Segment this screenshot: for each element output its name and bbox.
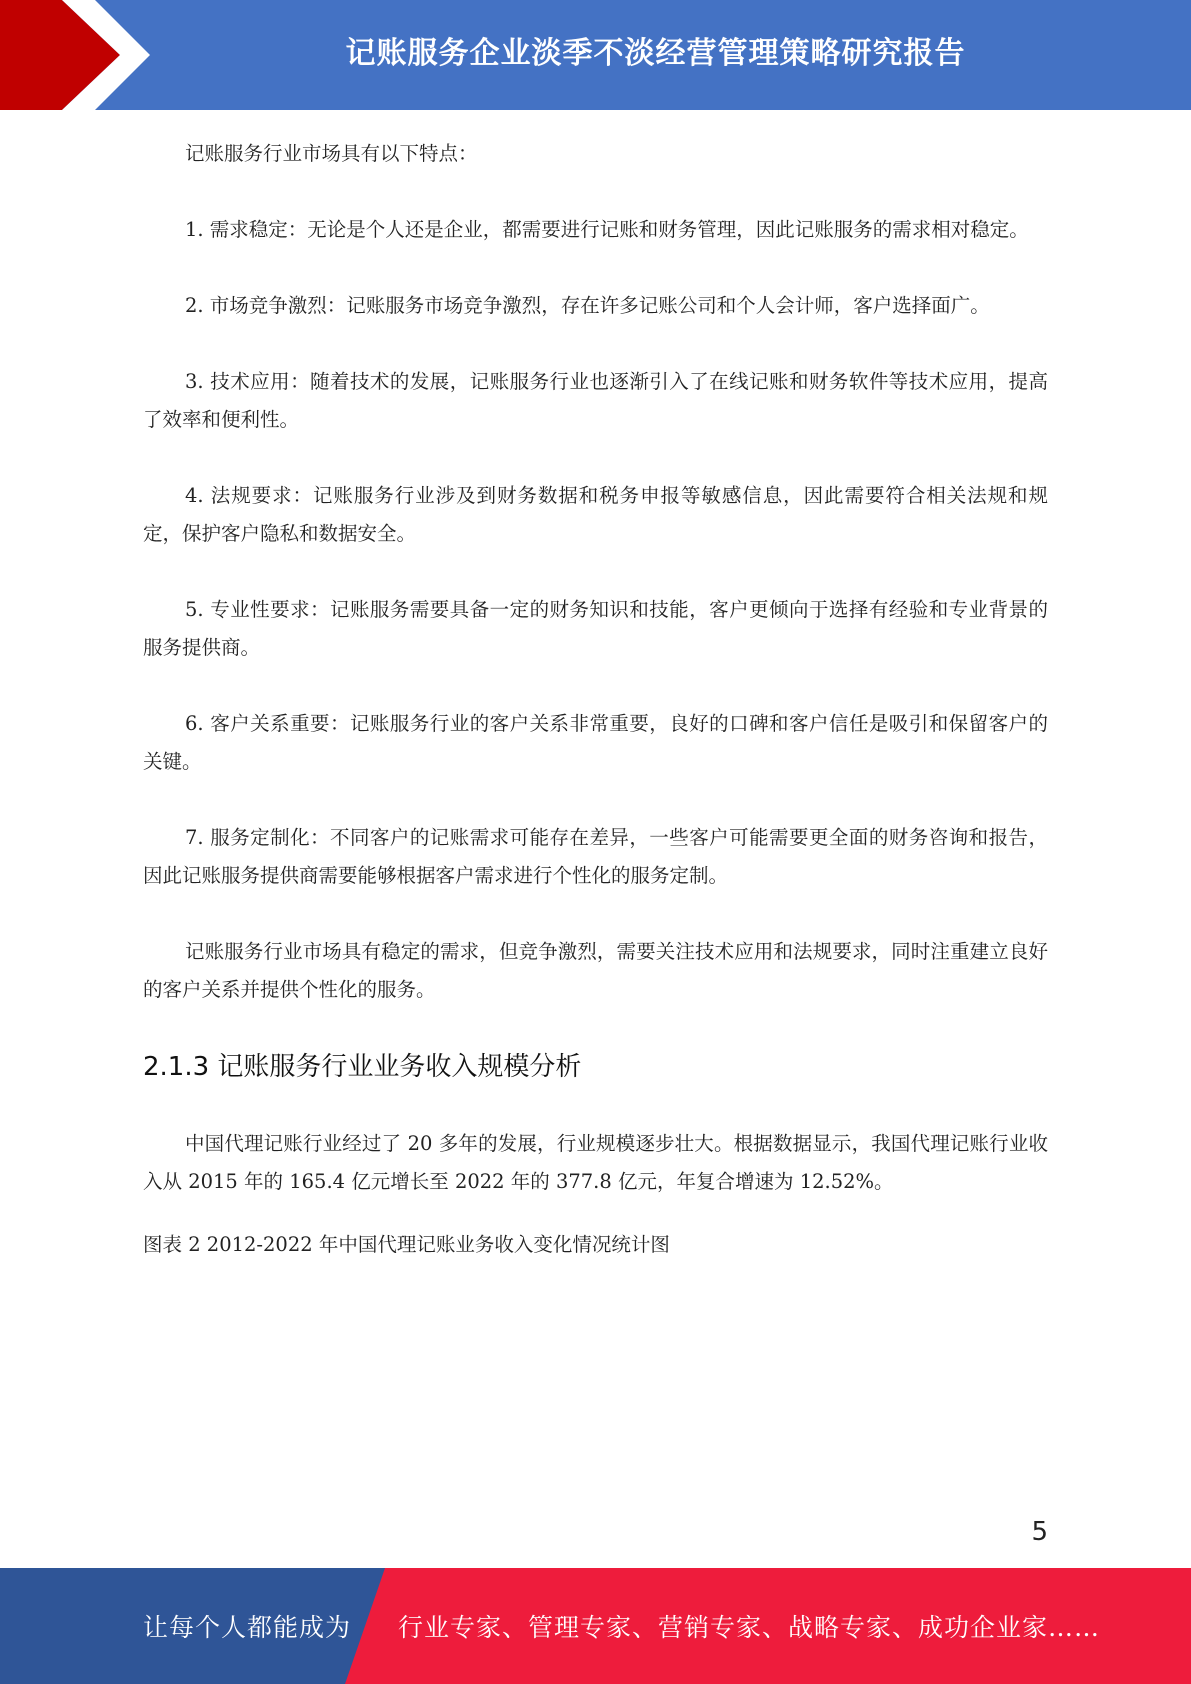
footer-slogan-right: 行业专家、管理专家、营销专家、战略专家、成功企业家…… <box>398 1613 1101 1642</box>
page-header <box>0 0 1191 110</box>
footer-slogan-left: 让每个人都能成为 <box>143 1613 352 1642</box>
summary-paragraph: 记账服务行业市场具有稳定的需求，但竞争激烈，需要关注技术应用和法规要求，同时注重建立良好的客户关系并提供个性化的服务。 <box>143 940 1048 1001</box>
point-item: 6. 客户关系重要：记账服务行业的客户关系非常重要，良好的口碑和客户信任是吸引和保留客户的关键。 <box>143 712 1048 773</box>
section-paragraph: 中国代理记账行业经过了 20 多年的发展，行业规模逐步壮大。根据数据显示，我国代理记账行业收入从 2015 年的 165.4 亿元增长至 2022 年的 377.8 亿元，年复合增速为 12.52%。 <box>143 1132 1048 1193</box>
point-item: 1. 需求稳定：无论是个人还是企业，都需要进行记账和财务管理，因此记账服务的需求相对稳定。 <box>185 218 1029 241</box>
page-number: 5 <box>1031 1517 1048 1547</box>
point-item: 4. 法规要求：记账服务行业涉及到财务数据和税务申报等敏感信息，因此需要符合相关法规和规定，保护客户隐私和数据安全。 <box>143 484 1048 545</box>
figure-caption: 图表 2 2012-2022 年中国代理记账业务收入变化情况统计图 <box>143 1233 670 1256</box>
point-item: 5. 专业性要求：记账服务需要具备一定的财务知识和技能，客户更倾向于选择有经验和专业背景的服务提供商。 <box>143 598 1048 659</box>
point-item: 2. 市场竞争激烈：记账服务市场竞争激烈，存在许多记账公司和个人会计师，客户选择面广。 <box>185 294 990 317</box>
point-item: 7. 服务定制化：不同客户的记账需求可能存在差异，一些客户可能需要更全面的财务咨询和报告，因此记账服务提供商需要能够根据客户需求进行个性化的服务定制。 <box>143 826 1048 887</box>
intro-paragraph: 记账服务行业市场具有以下特点： <box>185 142 478 165</box>
point-item: 3. 技术应用：随着技术的发展，记账服务行业也逐渐引入了在线记账和财务软件等技术应用，提高了效率和便利性。 <box>143 370 1048 431</box>
document-title: 记账服务企业淡季不淡经营管理策略研究报告 <box>345 36 966 71</box>
page-footer <box>0 1568 1191 1684</box>
section-heading: 2.1.3 记账服务行业业务收入规模分析 <box>143 1052 582 1082</box>
page-content <box>143 135 1048 1264</box>
